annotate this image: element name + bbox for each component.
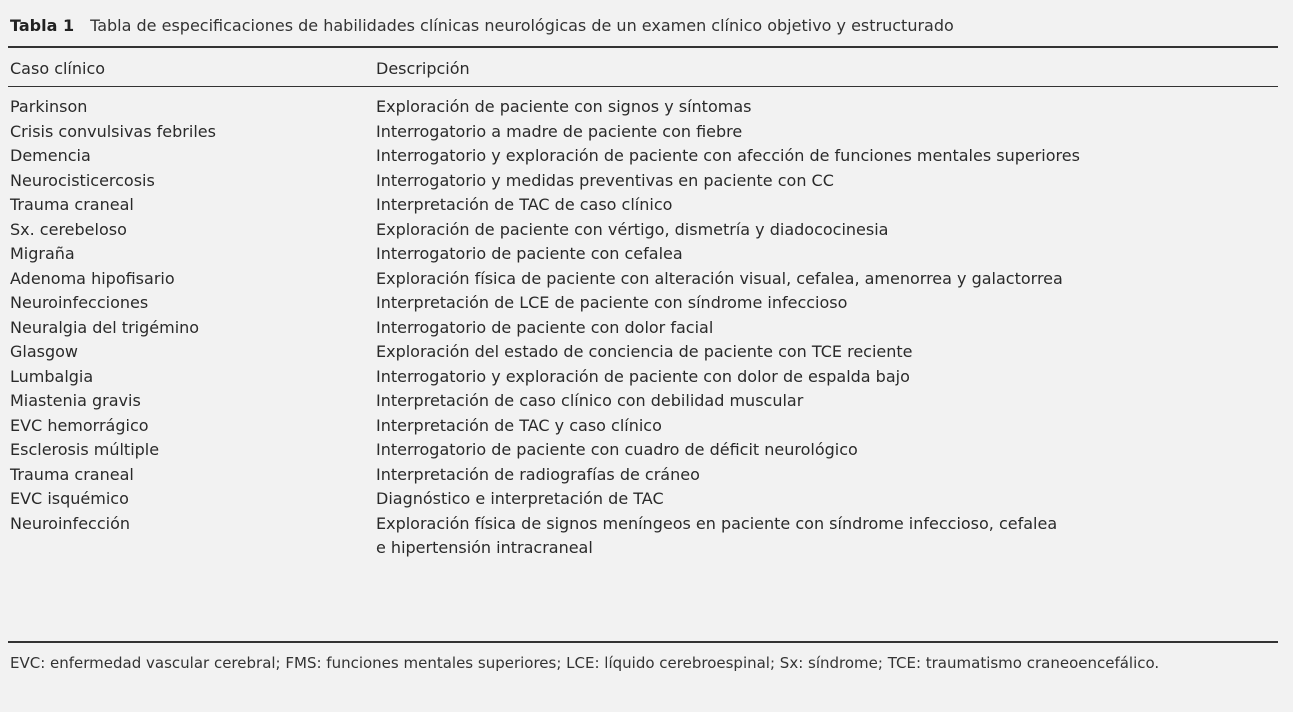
descripcion-cell: Exploración de paciente con vértigo, dismetría y diadococinesia [376,219,889,239]
descripcion-cell: Interpretación de TAC y caso clínico [376,415,662,435]
descripcion-cell: Interrogatorio y exploración de paciente con afección de funciones mentales superiores [376,146,1080,165]
header-caso-clinico: Caso clínico [10,59,106,78]
header-descripcion: Descripción [376,59,470,78]
table-label: Tabla 1 [10,16,75,35]
caso-cell: Lumbalgia [10,366,94,386]
table-caption-text: Tabla de especificaciones de habilidades clínicas neurológicas de un examen clínico objetivo y estructurado [90,16,954,35]
table-header-row [10,56,1280,82]
table-row [10,365,1280,390]
descripcion-cell: Interpretación de TAC de caso clínico [376,195,673,214]
descripcion-cell: Interrogatorio y exploración de paciente con dolor de espalda bajo [376,366,910,386]
table-row [10,316,1280,341]
descripcion-cell: Interpretación de LCE de paciente con síndrome infeccioso [376,293,848,312]
caso-cell: Migraña [10,244,75,263]
caso-cell: Esclerosis múltiple [10,440,160,459]
caso-cell: Trauma craneal [10,464,134,484]
descripcion-cell: Interrogatorio y medidas preventivas en paciente con CC [376,170,834,190]
descripcion-cell [376,512,1236,561]
caso-cell: Parkinson [10,97,88,116]
table-row [10,340,1280,365]
table-row [10,463,1280,488]
caso-cell: Neurocisticercosis [10,170,155,190]
table-row [10,389,1280,414]
caso-cell: Glasgow [10,342,79,361]
table-caption [10,12,1280,40]
caso-cell: Neuroinfección [10,513,130,533]
caso-cell: Neuralgia del trigémino [10,317,200,337]
caso-cell: EVC isquémico [10,489,129,508]
table-row [10,414,1280,439]
caso-cell: Miastenia gravis [10,391,141,410]
table-row [10,487,1280,512]
caso-cell: Adenoma hipofisario [10,268,175,288]
descripcion-cell: Interrogatorio de paciente con cefalea [376,244,683,263]
table-row [10,438,1280,463]
table-row [10,512,1280,561]
descripcion-cell: Exploración física de paciente con alteración visual, cefalea, amenorrea y galactorrea [376,268,1063,288]
table-row [10,95,1280,120]
table-row [10,169,1280,194]
top-rule [8,46,1278,48]
descripcion-cell: Diagnóstico e interpretación de TAC [376,489,664,508]
caso-cell: Sx. cerebeloso [10,219,127,239]
table-row [10,267,1280,292]
descripcion-line-1: Exploración física de signos meníngeos en paciente con síndrome infeccioso, cefalea [376,513,1058,533]
caso-cell: Trauma craneal [10,195,134,214]
descripcion-cell: Interpretación de radiografías de cráneo [376,464,700,484]
descripcion-cell: Interrogatorio de paciente con dolor facial [376,317,714,337]
table-row [10,193,1280,218]
bottom-rule [8,641,1278,643]
caso-cell: Demencia [10,146,91,165]
table-row [10,242,1280,267]
table-row [10,218,1280,243]
descripcion-cell: Interpretación de caso clínico con debilidad muscular [376,391,804,410]
descripcion-line-2: e hipertensión intracraneal [376,538,593,557]
table-row [10,291,1280,316]
table-row [10,144,1280,169]
table-footnote: EVC: enfermedad vascular cerebral; FMS: funciones mentales superiores; LCE: líquido cerebroespinal; Sx: síndrome; TCE: traumatismo craneoencefálico. [10,654,1160,672]
header-rule [8,86,1278,87]
caso-cell: Neuroinfecciones [10,293,149,312]
descripcion-cell: Exploración de paciente con signos y síntomas [376,97,752,116]
table-row [10,120,1280,145]
descripcion-cell: Interrogatorio de paciente con cuadro de déficit neurológico [376,440,858,459]
descripcion-cell: Exploración del estado de conciencia de paciente con TCE reciente [376,342,913,361]
table-body [10,95,1280,561]
descripcion-cell: Interrogatorio a madre de paciente con fiebre [376,121,743,141]
caso-cell: Crisis convulsivas febriles [10,121,216,141]
caso-cell: EVC hemorrágico [10,415,149,435]
